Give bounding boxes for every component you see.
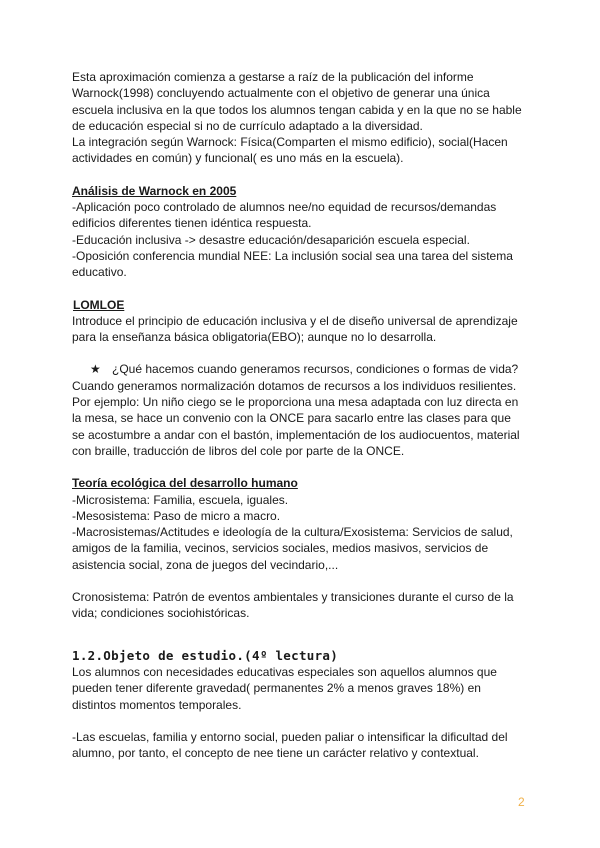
text-line: -Microsistema: Familia, escuela, iguales.: [72, 492, 289, 507]
page-number: 2: [518, 795, 525, 809]
text-line: educativo.: [72, 265, 127, 280]
text-line: La integración según Warnock: Física(Comparten el mismo edificio), social(Hacen: [72, 135, 508, 150]
text-line: vida; condiciones sociohistóricas.: [72, 606, 250, 621]
text-line: con braille, traducción de libros del cole por parte de la ONCE.: [72, 443, 405, 458]
text-line: -Mesosistema: Paso de micro a macro.: [72, 508, 281, 523]
text-line: escuela inclusiva en la que todos los alumnos tengan cabida y en la que no se hable: [72, 102, 522, 117]
text-line: pueden tener diferente gravedad( permanentes 2% a menos graves 18%) en: [72, 681, 481, 696]
text-line: Esta aproximación comienza a gestarse a raíz de la publicación del informe: [72, 70, 474, 84]
text-line: actividades en común) y funcional( es uno más en la escuela).: [72, 151, 404, 166]
text-line: -Educación inclusiva -> desastre educación/desaparición escuela especial.: [72, 232, 470, 247]
text-line: Introduce el principio de educación inclusiva y el de diseño universal de aprendizaje: [72, 313, 518, 328]
section-heading: Análisis de Warnock en 2005: [72, 183, 237, 198]
text-line: edificios diferentes tienen idéntica respuesta.: [72, 216, 312, 231]
text-line: para la enseñanza básica obligatoria(EBO); aunque no lo desarrolla.: [72, 330, 437, 345]
text-line: Cronosistema: Patrón de eventos ambientales y transiciones durante el curso de la: [72, 590, 514, 605]
star-bullet-icon: ★: [90, 362, 101, 377]
text-line: -Oposición conferencia mundial NEE: La inclusión social sea una tarea del sistema: [72, 248, 513, 263]
section-heading: LOMLOE: [73, 297, 125, 312]
text-line: amigos de la familia, vecinos, servicios sociales, medios masivos, servicios de: [72, 541, 489, 556]
ecological-theory-section: [72, 475, 532, 621]
bullet-text: ¿Qué hacemos cuando generamos recursos, condiciones o formas de vida?: [112, 362, 519, 377]
intro-paragraph: [72, 69, 532, 167]
bullet-item: [72, 361, 532, 377]
text-line: -Las escuelas, familia y entorno social, pueden paliar o intensificar la dificultad del: [72, 729, 508, 744]
warnock-2005-section: [72, 183, 532, 281]
text-line: Cuando generamos normalización dotamos de recursos a los individuos resilientes.: [72, 378, 517, 393]
section-heading: Teoría ecológica del desarrollo humano: [72, 476, 298, 491]
text-line: Los alumnos con necesidades educativas especiales son aquellos alumnos que: [72, 664, 497, 679]
text-line: Por ejemplo: Un niño ciego se le proporciona una mesa adaptada con luz directa en: [72, 395, 519, 410]
text-line: -Aplicación poco controlado de alumnos nee/no equidad de recursos/demandas: [72, 200, 497, 215]
section-title: 1.2.Objeto de estudio.(4º lectura): [72, 647, 339, 663]
text-line: la mesa, se hace un convenio con la ONCE para sacarlo entre las clases para que: [72, 411, 511, 426]
text-line: -Macrosistemas/Actitudes e ideología de la cultura/Exosistema: Servicios de salud,: [72, 525, 513, 540]
lomloe-section: [72, 297, 532, 346]
question-section: [72, 361, 532, 459]
text-line: de educación especial si no de currículo adaptado a la diversidad.: [72, 118, 423, 133]
document-body: [72, 69, 532, 761]
text-line: distintos momentos temporales.: [72, 697, 242, 712]
text-line: alumno, por tanto, el concepto de nee tiene un carácter relativo y contextual.: [72, 746, 479, 761]
text-line: se acostumbre a andar con el bastón, implementación de los audiocuentos, material: [72, 427, 520, 442]
text-line: asistencia social, zona de juegos del vecindario,...: [72, 557, 339, 572]
text-line: Warnock(1998) concluyendo actualmente con el objetivo de generar una única: [72, 86, 490, 101]
objeto-estudio-section: [72, 648, 532, 762]
